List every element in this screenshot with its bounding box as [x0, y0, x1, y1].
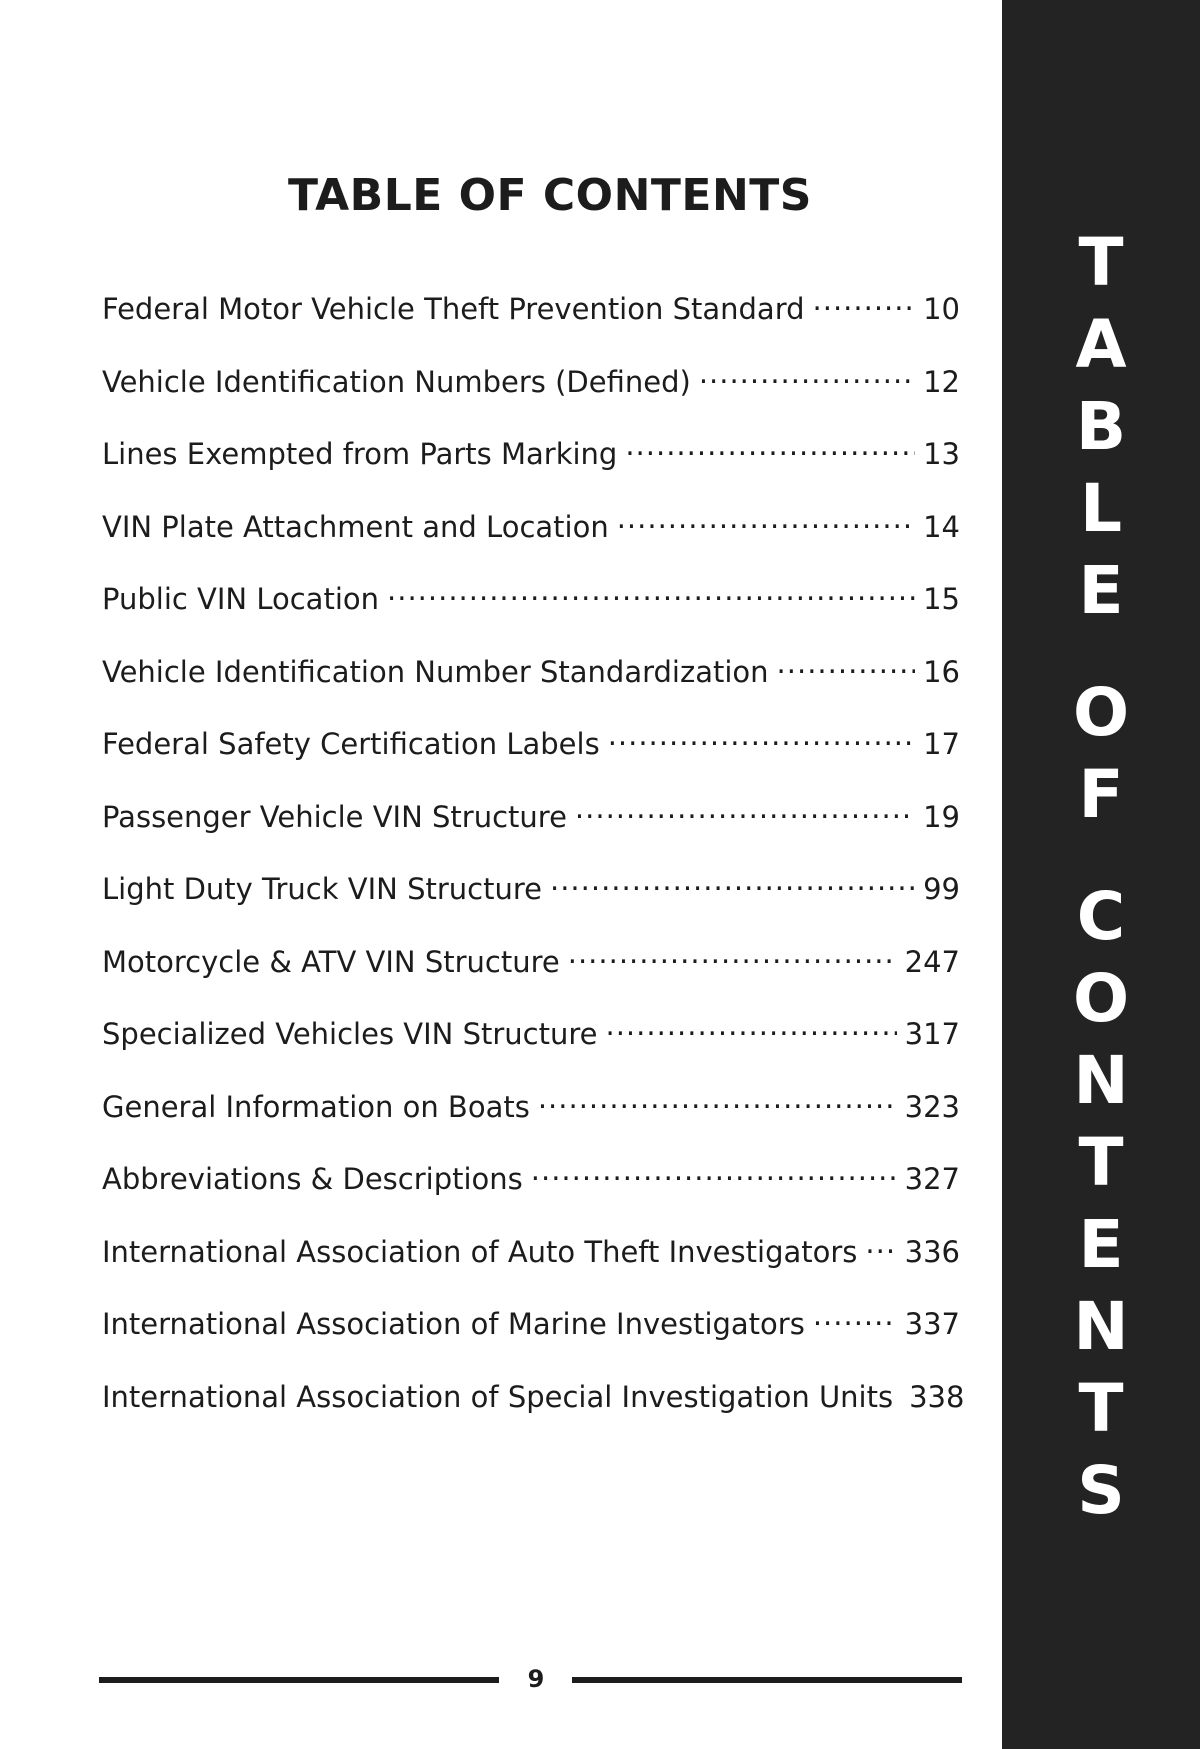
side-tab-letter: T	[1078, 1370, 1124, 1447]
toc-entry-title: Vehicle Identification Numbers (Defined)	[102, 364, 691, 399]
dot-leader	[531, 1153, 897, 1189]
side-tab-spacer	[1002, 632, 1200, 672]
side-tab-letter: F	[1078, 756, 1124, 833]
toc-entry-title: VIN Plate Attachment and Location	[102, 509, 609, 544]
toc-entry-page: 323	[904, 1089, 960, 1124]
toc-entry-title: International Association of Special Investigation Units	[102, 1379, 894, 1414]
dot-leader	[699, 356, 915, 392]
side-tab-letter: T	[1078, 1124, 1124, 1201]
side-tab-letter: N	[1073, 1288, 1129, 1365]
toc-entry	[102, 1081, 960, 1154]
dot-leader	[605, 1008, 896, 1044]
toc-entry-title: Public VIN Location	[102, 582, 380, 616]
toc-entry	[102, 646, 960, 719]
dot-leader	[625, 428, 915, 464]
toc-entry-page: 247	[904, 944, 960, 979]
toc-entry	[102, 356, 960, 429]
dot-leader	[865, 1226, 896, 1262]
dot-leader	[813, 1298, 897, 1334]
side-tab-letter: N	[1073, 1042, 1129, 1119]
side-tab-spacer	[1002, 836, 1200, 876]
side-tab-label	[1002, 222, 1200, 1532]
side-tab-letter: E	[1078, 552, 1124, 629]
toc-entry-page: 338	[909, 1379, 965, 1414]
toc-entry	[102, 791, 960, 864]
dot-leader	[813, 283, 916, 319]
toc-entry	[102, 501, 960, 574]
toc-entry	[102, 718, 960, 791]
toc-entry-title: Light Duty Truck VIN Structure	[102, 872, 542, 906]
dot-leader	[550, 863, 915, 899]
side-tab	[1002, 0, 1200, 1749]
toc-entry-page: 317	[904, 1017, 960, 1051]
side-tab-letter: E	[1078, 1206, 1124, 1283]
page-title: TABLE OF CONTENTS	[288, 170, 812, 221]
toc-entry	[102, 1226, 960, 1299]
side-tab-letter: O	[1072, 674, 1130, 751]
side-tab-letter: C	[1076, 878, 1126, 955]
dot-leader	[608, 718, 915, 754]
side-tab-letter: A	[1075, 306, 1127, 383]
toc-entry-title: International Association of Auto Theft Investigators	[102, 1234, 858, 1269]
toc-entry-title: International Association of Marine Investigators	[102, 1307, 805, 1341]
toc-entry-title: Motorcycle & ATV VIN Structure	[102, 944, 560, 979]
dot-leader	[568, 936, 897, 972]
page-number: 9	[527, 1665, 545, 1693]
dot-leader	[575, 791, 915, 827]
dot-leader	[538, 1081, 897, 1117]
toc-entry-page: 337	[904, 1307, 960, 1341]
toc-entry	[102, 863, 960, 936]
toc-entry-page: 16	[923, 654, 960, 689]
toc-entry-page: 336	[904, 1234, 960, 1269]
toc-entry	[102, 1008, 960, 1081]
footer-rule-left	[99, 1677, 499, 1683]
side-tab-letter: O	[1072, 960, 1130, 1037]
toc-entry-page: 12	[923, 364, 960, 399]
toc-entry-page: 99	[923, 872, 960, 906]
side-tab-letter: S	[1077, 1452, 1125, 1529]
toc-entry	[102, 283, 960, 356]
toc-entry-page: 13	[923, 437, 960, 471]
toc-entry-title: Federal Motor Vehicle Theft Prevention Standard	[102, 292, 805, 326]
toc-entry	[102, 1371, 965, 1444]
toc-entry-title: Abbreviations & Descriptions	[102, 1162, 523, 1196]
toc-entry-page: 10	[923, 292, 960, 326]
toc-entry	[102, 1153, 960, 1226]
toc-entry	[102, 428, 960, 501]
dot-leader	[387, 573, 915, 609]
toc-entry-page: 327	[904, 1162, 960, 1196]
side-tab-letter: T	[1078, 224, 1124, 301]
toc-entry-title: Lines Exempted from Parts Marking	[102, 437, 618, 471]
side-tab-letter: L	[1079, 470, 1123, 547]
toc-entry-page: 14	[923, 509, 960, 544]
footer-rule-right	[572, 1677, 962, 1683]
dot-leader	[777, 646, 916, 682]
toc-entry-title: Specialized Vehicles VIN Structure	[102, 1017, 598, 1051]
toc-list	[102, 283, 965, 1443]
toc-entry-title: Federal Safety Certification Labels	[102, 727, 600, 761]
toc-entry-page: 15	[923, 582, 960, 616]
toc-entry	[102, 573, 960, 646]
toc-entry-title: General Information on Boats	[102, 1089, 530, 1124]
toc-entry-title: Passenger Vehicle VIN Structure	[102, 799, 567, 834]
toc-entry-page: 17	[923, 727, 960, 761]
side-tab-letter: B	[1075, 388, 1127, 465]
toc-entry-title: Vehicle Identification Number Standardization	[102, 654, 769, 689]
toc-entry	[102, 936, 960, 1009]
toc-entry	[102, 1298, 960, 1371]
toc-entry-page: 19	[923, 799, 960, 834]
dot-leader	[617, 501, 915, 537]
